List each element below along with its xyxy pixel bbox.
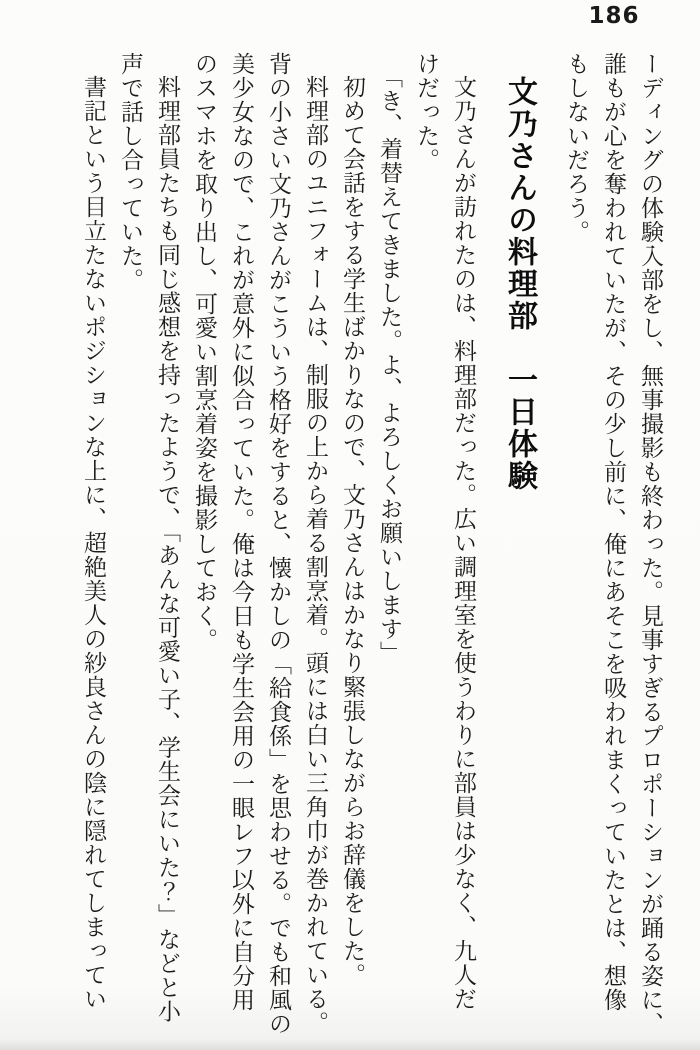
text-line: ーディングの体験入部をし、無事撮影も終わった。見事すぎるプロポーションが踊る姿に、 xyxy=(637,52,663,1036)
text-line: のスマホを取り出し、可愛い割烹着姿を撮影しておく。 xyxy=(191,52,217,652)
text-line: 「き、着替えてきました。よ、よろしくお願いします」 xyxy=(376,64,402,665)
text-columns xyxy=(20,52,668,1044)
text-line: けだった。 xyxy=(413,52,439,172)
text-line: 誰もが心を奪われていたが、その少し前に、俺にあそこを吸われまくっていたとは、想像 xyxy=(600,52,626,1012)
text-line: 声で話し合っていた。 xyxy=(117,52,143,292)
section-heading: 文乃さんの料理部 一日体験 xyxy=(502,76,537,492)
text-line: 書記という目立たないポジションな上に、超絶美人の紗良さんの陰に隠れてしまってい xyxy=(80,75,106,1011)
page-number: 186 xyxy=(588,3,640,29)
text-line: 文乃さんが訪れたのは、料理部だった。広い調理室を使うわりに部員は少なく、九人だ xyxy=(450,75,476,1011)
text-line: 料理部員たちも同じ感想を持ったようで、「あんな可愛い子、学生会にいた？」などと小 xyxy=(154,75,180,1024)
text-line: 初めて会話をする学生ばかりなので、文乃さんはかなり緊張しながらお辞儀をした。 xyxy=(339,75,365,987)
text-line: 背の小さい文乃さんがこういう格好をすると、懐かしの「給食係」を思わせる。でも和風の xyxy=(265,52,291,1036)
text-line: 料理部のユニフォームは、制服の上から着る割烹着。頭には白い三角巾が巻かれている。 xyxy=(302,75,328,1035)
text-line: もしないだろう。 xyxy=(563,52,589,244)
text-line: 美少女なので、これが意外に似合っていた。俺は今日も学生会用の一眼レフ以外に自分用 xyxy=(228,52,254,1012)
